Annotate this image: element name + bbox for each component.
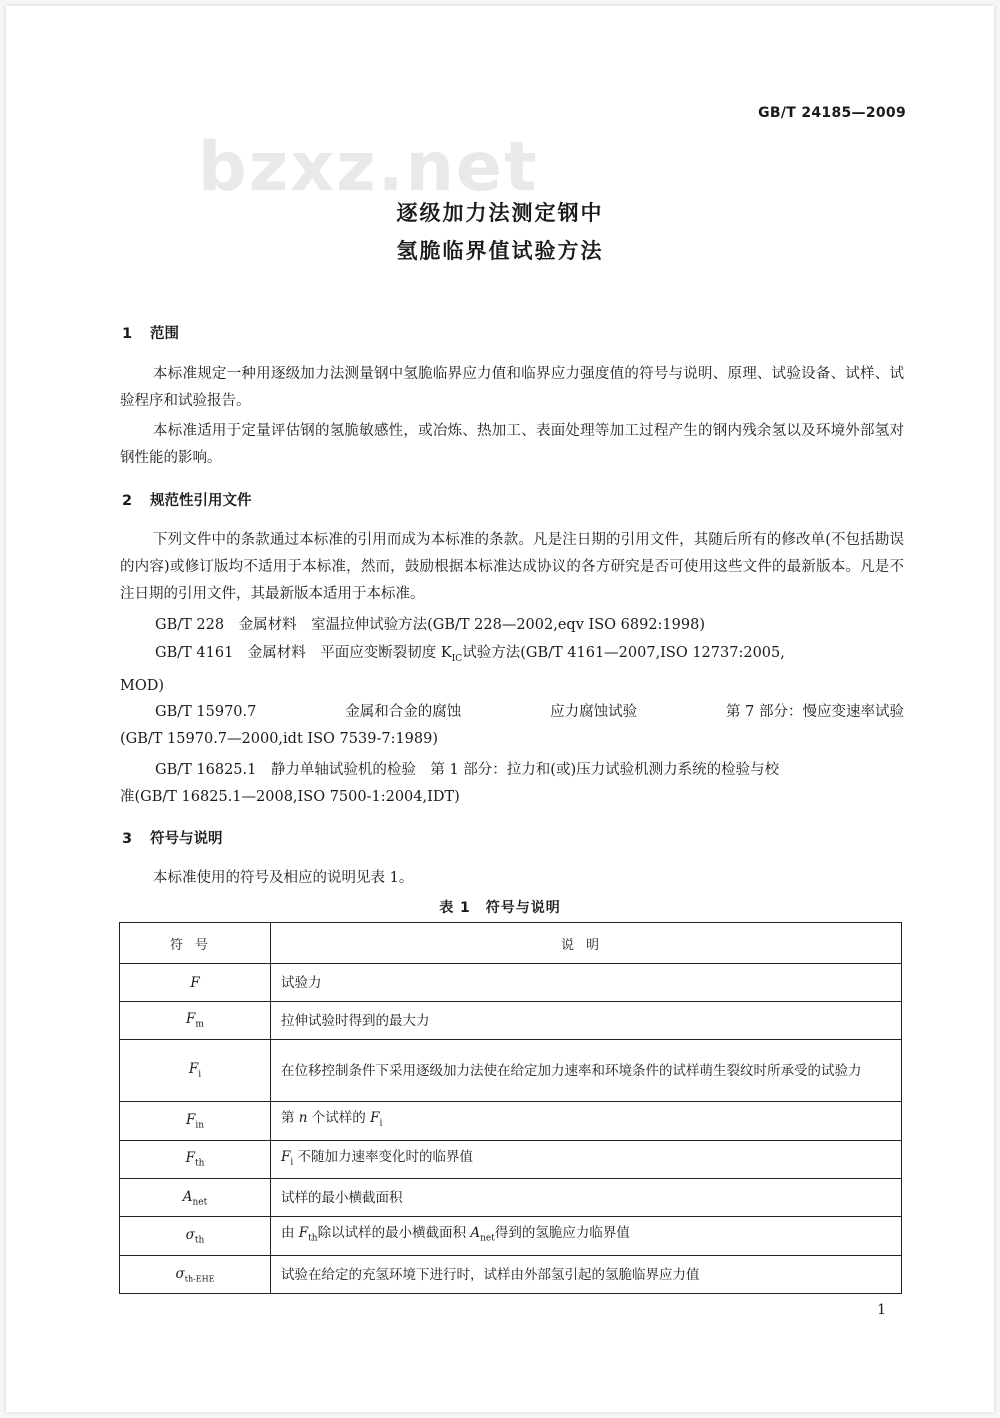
reference-gbt-4161: GB/T 4161 金属材料 平面应变断裂韧度 $K_{IC}$试验方法(GB/T 4161—2007,ISO 12737:2005, MOD) [120,645,785,694]
page-number: 1 [877,1302,886,1318]
table-1-caption: 表 1 符号与说明 [439,900,561,916]
section-1-heading: 1 范围 [122,326,179,342]
description-cell: 第 n 个试样的 $F_i$ [271,1102,902,1141]
symbol-cell: $F_m$ [120,1002,271,1040]
description-cell: 试验在给定的充氢环境下进行时，试样由外部氢引起的氢脆临界应力值 [271,1256,902,1294]
header-symbol: 符号 [120,923,271,964]
table-row [120,1102,902,1141]
description-cell: 拉伸试验时得到的最大力 [271,1002,902,1040]
table-header-row [120,923,902,964]
section-2-heading: 2 规范性引用文件 [122,493,252,509]
section-1-paragraph-2: 本标准适用于定量评估钢的氢脆敏感性，或冶炼、热加工、表面处理等加工过程产生的钢内残余氢以及环境外部氢对钢性能的影响。 [120,423,904,466]
document-title-line2: 氢脆临界值试验方法 [396,239,604,263]
symbol-cell: $A_{net}$ [120,1179,271,1217]
table-row [120,1140,902,1179]
description-cell: 由 $F_{th}$除以试样的最小横截面积 $A_{net}$得到的氢脆应力临界值 [271,1217,902,1256]
description-cell: 试样的最小横截面积 [271,1179,902,1217]
section-3-heading: 3 符号与说明 [122,831,223,847]
symbol-cell: $F_{th}$ [120,1140,271,1179]
symbol-cell: F [120,964,271,1002]
standard-code: GB/T 24185—2009 [758,105,906,121]
symbol-cell: $\sigma_{th}$ [120,1217,271,1256]
section-1-paragraph-1: 本标准规定一种用逐级加力法测量钢中氢脆临界应力值和临界应力强度值的符号与说明、原理、试验设备、试样、试验程序和试验报告。 [120,366,904,409]
table-row [120,1179,902,1217]
table-row [120,1217,902,1256]
table-row [120,1040,902,1102]
header-description: 说明 [271,923,902,964]
symbol-table [119,922,902,1294]
symbol-cell: $F_i$ [120,1040,271,1102]
reference-gbt-15970-7: GB/T 15970.7 金属和合金的腐蚀 应力腐蚀试验 第 7 部分：慢应变速率试验 (GB/T 15970.7—2000,idt ISO 7539-7:1989) [120,704,904,747]
description-cell: 在位移控制条件下采用逐级加力法使在给定加力速率和环境条件的试样萌生裂纹时所承受的试验力 [271,1040,902,1102]
symbol-cell: $\sigma_{th-EHE}$ [120,1256,271,1294]
description-cell: 试验力 [271,964,902,1002]
description-cell: $F_i$ 不随加力速率变化时的临界值 [271,1140,902,1179]
table-row [120,964,902,1002]
table-row [120,1002,902,1040]
symbol-cell: $F_{in}$ [120,1102,271,1141]
watermark: bzxz.net [198,128,539,207]
section-3-paragraph-1: 本标准使用的符号及相应的说明见表 1。 [153,870,414,886]
reference-gbt-228: GB/T 228 金属材料 室温拉伸试验方法(GB/T 228—2002,eqv ISO 6892:1998) [155,617,705,633]
section-2-paragraph-1: 下列文件中的条款通过本标准的引用而成为本标准的条款。凡是注日期的引用文件，其随后所有的修改单(不包括勘误的内容)或修订版均不适用于本标准，然而，鼓励根据本标准达成协议的各方研究是否可使用这些文件的最新版本。凡是不注日期的引用文件，其最新版本适用于本标准。 [120,532,904,602]
document-title-line1: 逐级加力法测定钢中 [396,201,604,225]
table-row [120,1256,902,1294]
reference-gbt-16825-1: GB/T 16825.1 静力单轴试验机的检验 第 1 部分：拉力和(或)压力试验机测力系统的检验与校 准(GB/T 16825.1—2008,ISO 7500-1:2004,IDT) [120,762,780,805]
